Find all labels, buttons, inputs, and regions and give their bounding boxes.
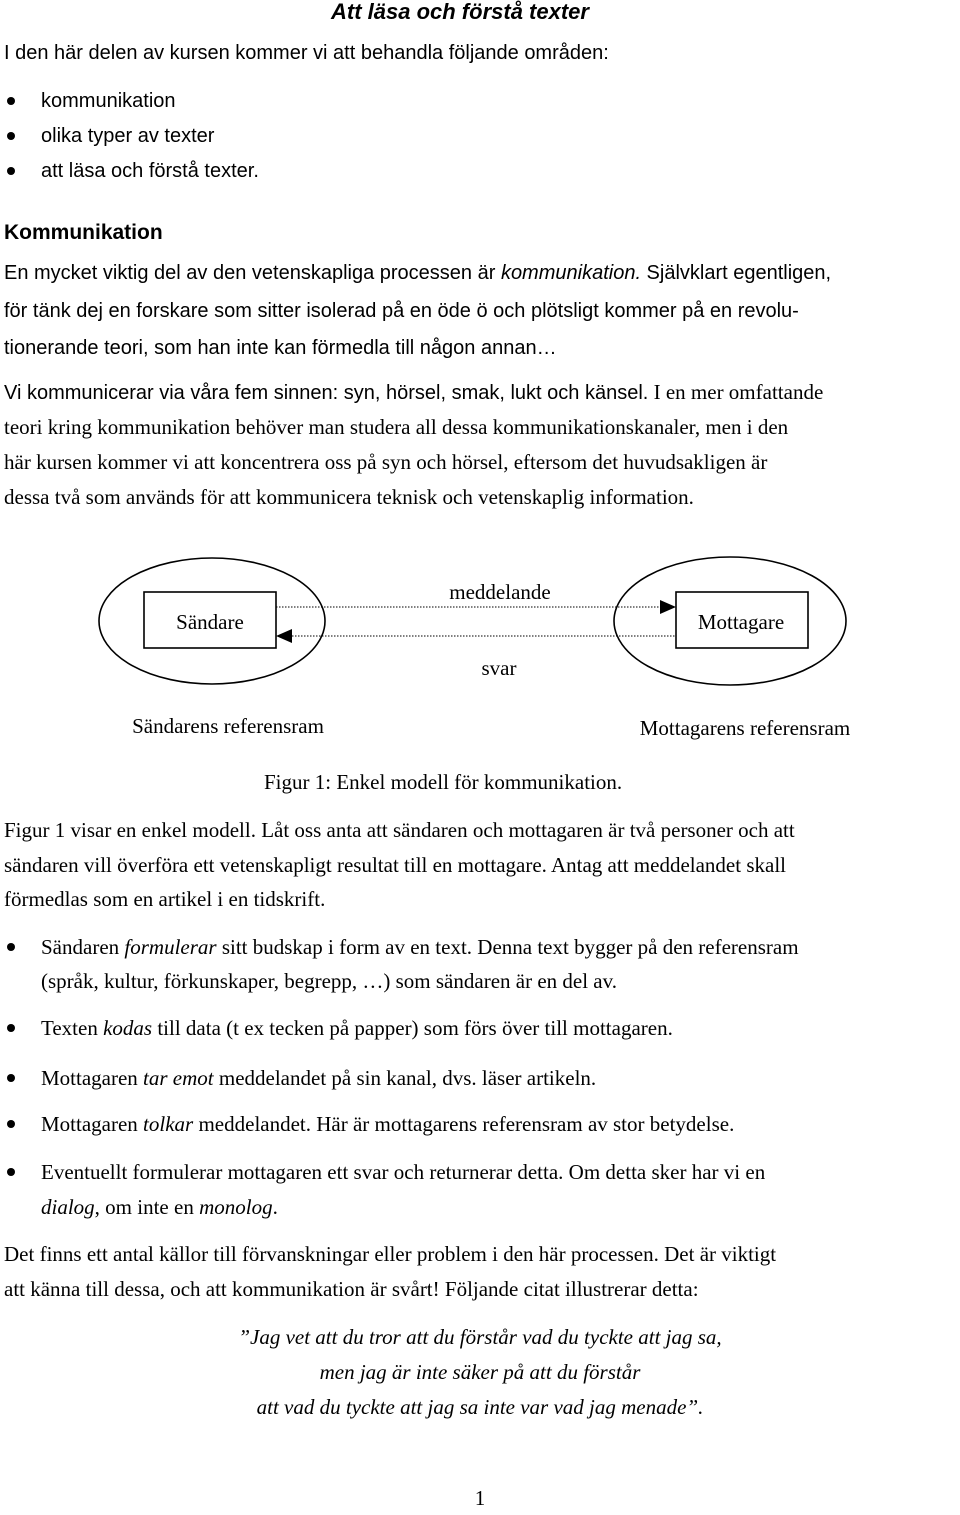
receiver-label: Mottagare (697, 610, 785, 634)
list-item: kommunikation (41, 90, 176, 112)
paragraph-line: Figur 1 visar en enkel modell. Låt oss anta att sändaren och mottagaren är två personer och att (4, 818, 795, 842)
bullet-icon (7, 1120, 15, 1128)
paragraph-line: Det finns ett antal källor till förvanskningar eller problem i den här processen. Det är viktigt (4, 1242, 777, 1266)
list-item: Mottagaren tar emot meddelandet på sin kanal, dvs. läser artikeln. (41, 1066, 597, 1090)
paragraph-line: sändaren vill överföra ett vetenskapligt resultat till en mottagare. Antag att meddelandet skall (4, 853, 786, 877)
paragraph-line: dessa två som används för att kommunicera teknisk och vetenskaplig information. (4, 485, 694, 509)
sender-frame-label: Sändarens referensram (132, 714, 324, 738)
figure-caption: Figur 1: Enkel modell för kommunikation. (264, 770, 623, 794)
paragraph-line: förmedlas som en artikel i en tidskrift. (4, 887, 326, 911)
paragraph-line: tionerande teori, som han inte kan förmedla till någon annan… (4, 337, 557, 359)
bullet-icon (7, 943, 15, 951)
list-item: Mottagaren tolkar meddelandet. Här är mottagarens referensram av stor betydelse. (41, 1112, 735, 1136)
bullet-icon (7, 1168, 15, 1176)
list-item: Eventuellt formulerar mottagaren ett svar och returnerar detta. Om detta sker har vi en (41, 1160, 766, 1184)
communication-diagram (0, 555, 960, 760)
intro-text: I den här delen av kursen kommer vi att behandla följande områden: (4, 42, 609, 64)
quote-line: ”Jag vet att du tror att du förstår vad du tyckte att jag sa, (238, 1325, 722, 1349)
list-item: Texten kodas till data (t ex tecken på papper) som förs över till mottagaren. (41, 1016, 673, 1040)
paragraph-line: Vi kommunicerar via våra fem sinnen: syn, hörsel, smak, lukt och känsel. I en mer omfattande (4, 380, 824, 404)
receiver-frame-label: Mottagarens referensram (639, 716, 851, 740)
paragraph-line: att känna till dessa, och att kommunikation är svårt! Följande citat illustrerar detta: (4, 1277, 699, 1301)
list-item: (språk, kultur, förkunskaper, begrepp, …) som sändaren är en del av. (41, 969, 618, 993)
list-item: Sändaren formulerar sitt budskap i form av en text. Denna text bygger på den referensram (41, 935, 799, 959)
message-label: meddelande (449, 580, 551, 604)
section-heading: Kommunikation (4, 221, 163, 244)
list-item: att läsa och förstå texter. (41, 160, 259, 182)
quote-line: men jag är inte säker på att du förstår (319, 1360, 641, 1384)
quote-line: att vad du tyckte att jag sa inte var vad jag menade”. (256, 1395, 704, 1419)
list-item: dialog, om inte en monolog. (41, 1195, 278, 1219)
bullet-icon (7, 1024, 15, 1032)
page-title: Att läsa och förstå texter (331, 0, 589, 24)
reply-label: svar (481, 656, 517, 680)
bullet-icon (7, 167, 15, 175)
bullet-icon (7, 1074, 15, 1082)
page-number: 1 (474, 1486, 486, 1510)
message-arrowhead (660, 600, 676, 614)
paragraph-line: teori kring kommunikation behöver man studera all dessa kommunikationskanaler, men i den (4, 415, 789, 439)
sender-label: Sändare (176, 610, 244, 634)
paragraph-line: En mycket viktig del av den vetenskapliga processen är kommunikation. Självklart egentligen, (4, 262, 832, 284)
reply-arrowhead (276, 629, 292, 643)
list-item: olika typer av texter (41, 125, 215, 147)
paragraph-line: här kursen kommer vi att koncentrera oss på syn och hörsel, eftersom det huvudsakligen är (4, 450, 768, 474)
bullet-icon (7, 132, 15, 140)
bullet-icon (7, 97, 15, 105)
paragraph-line: för tänk dej en forskare som sitter isolerad på en öde ö och plötsligt kommer på en revolu- (4, 300, 799, 322)
